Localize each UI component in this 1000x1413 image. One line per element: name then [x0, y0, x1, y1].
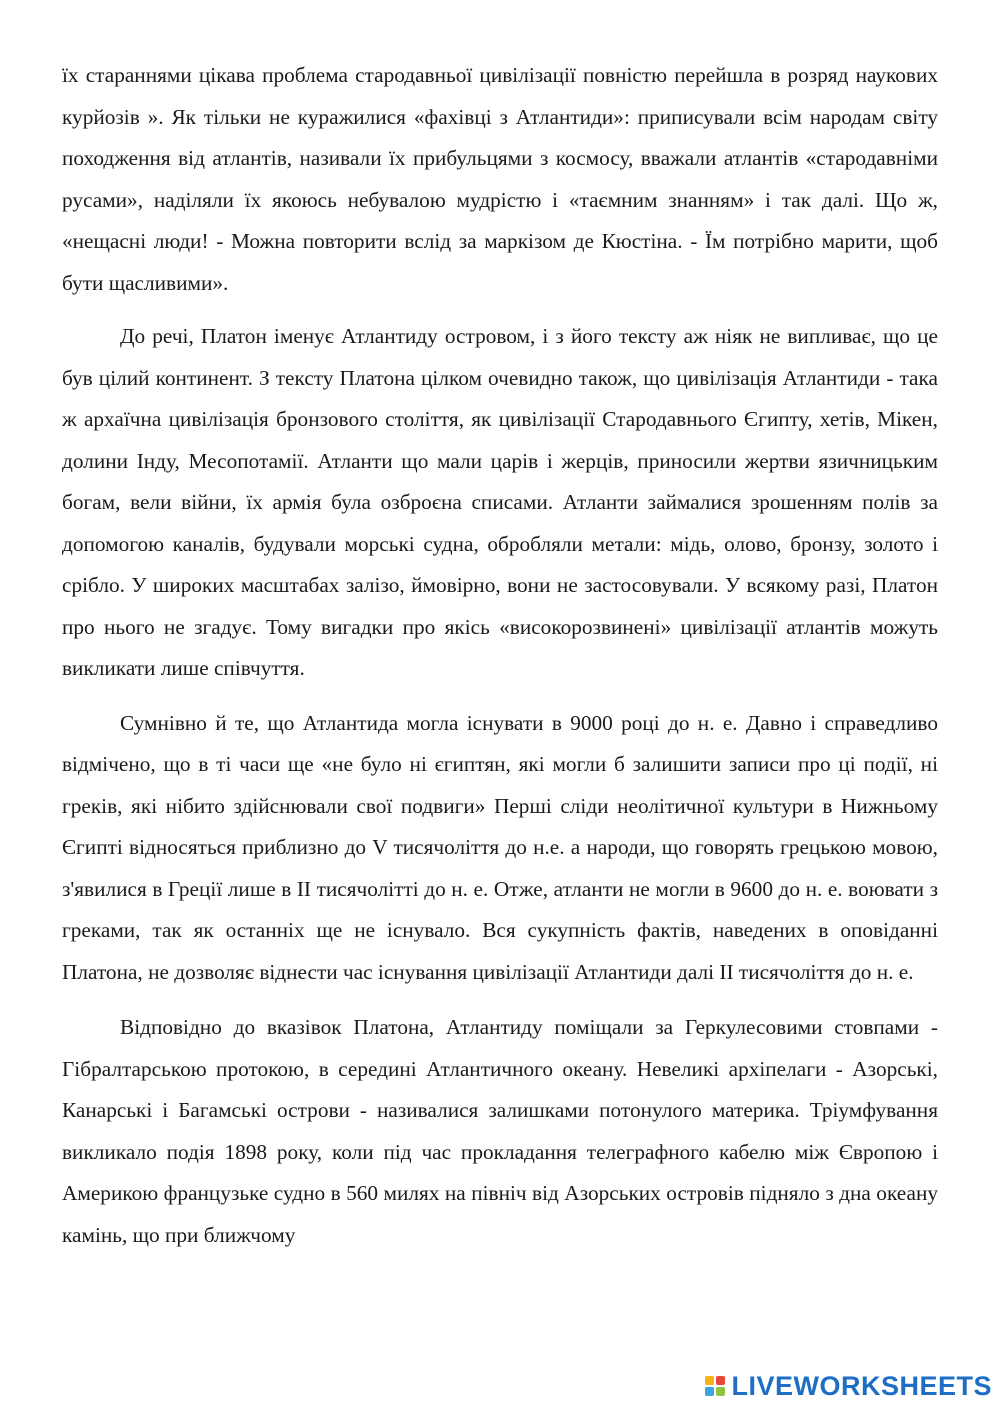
logo-square-1 — [705, 1376, 714, 1385]
logo-square-4 — [716, 1387, 725, 1396]
brand-name: LIVEWORKSHEETS — [731, 1370, 992, 1401]
paragraph-1: їх стараннями цікава проблема стародавньої цивілізації повністю перейшла в розряд наукових курйозів ». Як тільки не куражилися «фахівці з Атлантиди»: приписували всім народам світу походження від атлантів, називали їх прибульцями з космосу, вважали атлантів «стародавніми русами», наділяли їх якоюсь небувалою мудрістю і «таємним знанням» і так далі. Що ж, «нещасні люди! - Можна повторити вслід за маркізом де Кюстіна. - Їм потрібно марити, щоб бути щасливими». — [62, 63, 938, 295]
document-page — [62, 55, 938, 1256]
logo-square-2 — [716, 1376, 725, 1385]
paragraph-4: Відповідно до вказівок Платона, Атлантиду поміщали за Геркулесовими стовпами - Гібралтарською протокою, в середині Атлантичного океану. Невеликі архіпелаги - Азорські, Канарські і Багамські острови - називалися залишками потонулого материка. Тріумфування викликало подія 1898 року, коли під час прокладання телеграфного кабелю між Європою і Америкою французьке судно в 560 милях на північ від Азорських островів підняло з дна океану камінь, що при ближчому — [62, 1015, 938, 1247]
liveworksheets-brand[interactable] — [705, 1366, 992, 1406]
liveworksheets-logo-icon — [705, 1376, 725, 1396]
logo-square-3 — [705, 1387, 714, 1396]
paragraph-2: До речі, Платон іменує Атлантиду островом, і з його тексту аж ніяк не випливає, що це був цілий континент. З тексту Платона цілком очевидно також, що цивілізація Атлантиди - така ж архаїчна цивілізація бронзового століття, як цивілізації Стародавнього Єгипту, хетів, Мікен, долини Інду, Месопотамії. Атланти що мали царів і жерців, приносили жертви язичницьким богам, вели війни, їх армія була озброєна списами. Атланти займалися зрошенням полів за допомогою каналів, будували морські судна, обробляли метали: мідь, олово, бронзу, золото і срібло. У широких масштабах залізо, ймовірно, вони не застосовували. У всякому разі, Платон про нього не згадує. Тому вигадки про якісь «високорозвинені» цивілізації атлантів можуть викликати лише співчуття. — [62, 324, 938, 680]
paragraph-3: Сумнівно й те, що Атлантида могла існувати в 9000 році до н. е. Давно і справедливо відмічено, що в ті часи ще «не було ні єгиптян, які могли б залишити записи про ці події, ні греків, які нібито здійснювали свої подвиги» Перші сліди неолітичної культури в Нижньому Єгипті відносяться приблизно до V тисячоліття до н.е. а народи, що говорять грецькою мовою, з'явилися в Греції лише в II тисячолітті до н. е. Отже, атланти не могли в 9600 до н. е. воювати з греками, так як останніх ще не існувало. Вся сукупність фактів, наведених в оповіданні Платона, не дозволяє віднести час існування цивілізації Атлантиди далі II тисячоліття до н. е. — [62, 710, 938, 984]
